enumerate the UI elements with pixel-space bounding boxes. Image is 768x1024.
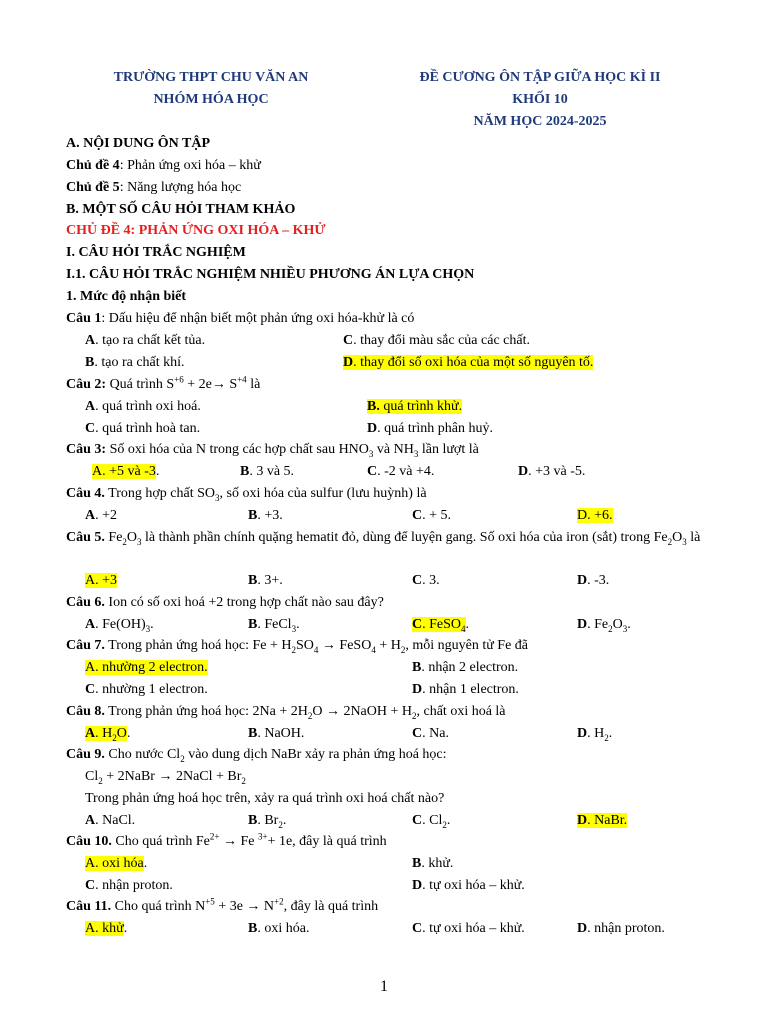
part-1-heading: I. CÂU HỎI TRẮC NGHIỆM xyxy=(66,245,246,260)
section-a-title: A. NỘI DUNG ÔN TẬP xyxy=(66,136,211,151)
q4-option-a: A. +2 xyxy=(85,508,118,523)
q6-option-c: C. FeSO$_4$. xyxy=(412,617,470,634)
q4-option-d: D. +6. xyxy=(577,508,613,523)
q7-option-b: B. nhận 2 electron. xyxy=(412,660,519,675)
q10-option-c: C. nhận proton. xyxy=(85,878,173,893)
q6-option-a: A. $Fe(OH)_3$. xyxy=(85,617,154,634)
q5-option-d: D. -3. xyxy=(577,573,610,588)
school-year: NĂM HỌC 2024-2025 xyxy=(473,114,607,129)
grade-label: KHỐI 10 xyxy=(512,92,568,107)
q5-option-a: A. +3 xyxy=(85,573,118,588)
q3-option-a: A. +5 và -3. xyxy=(92,464,160,479)
section-b-title: B. MỘT SỐ CÂU HỎI THAM KHẢO xyxy=(66,202,296,217)
q10-option-d: D. tự oxi hóa – khử. xyxy=(412,878,525,893)
q8-option-b: B. NaOH. xyxy=(248,726,305,741)
q10-option-b: B. khử. xyxy=(412,856,454,871)
q5-option-c: C. 3. xyxy=(412,573,440,588)
q5-option-b: B. 3+. xyxy=(248,573,283,588)
question-7: Câu 7. Trong phản ứng hoá học: $Fe + H_2SO_4$ → FeSO$_4$ + $H_2$, mỗi nguyên tử Fe đã xyxy=(66,638,529,655)
q10-option-a: A. oxi hóa. xyxy=(85,856,148,871)
q11-option-b: B. oxi hóa. xyxy=(248,921,310,936)
q6-option-b: B. FeCl$_3$. xyxy=(248,617,300,634)
q6-option-d: D. $Fe_2O_3$. xyxy=(577,617,631,634)
page-number: 1 xyxy=(380,978,388,995)
q9-equation: $Cl_2$ + 2NaBr → 2NaCl + $Br_2$ xyxy=(85,769,246,786)
school-name: TRƯỜNG THPT CHU VĂN AN xyxy=(113,70,309,85)
q1-option-c: C. thay đổi màu sắc của các chất. xyxy=(343,333,530,348)
q1-option-a: A. tạo ra chất kết tủa. xyxy=(85,333,206,348)
q2-option-b: B. quá trình khử. xyxy=(367,399,463,414)
topic-5-text: : Năng lượng hóa học xyxy=(119,180,242,195)
group-name: NHÓM HÓA HỌC xyxy=(153,92,269,107)
question-1 xyxy=(66,310,414,328)
q8-option-d: D. $H_2$. xyxy=(577,726,613,743)
document-title: ĐỀ CƯƠNG ÔN TẬP GIỮA HỌC KÌ II xyxy=(419,70,661,85)
q11-option-d: D. nhận proton. xyxy=(577,921,665,936)
q2-option-d: D. quá trình phân huỷ. xyxy=(367,421,493,436)
q3-option-d: D. +3 và -5. xyxy=(518,464,586,479)
question-1-label: Câu 1 xyxy=(66,311,102,326)
q7-option-d: D. nhận 1 electron. xyxy=(412,682,519,697)
q4-option-b: B. +3. xyxy=(248,508,283,523)
topic-4-label: Chủ đề 4 xyxy=(66,158,120,173)
question-9: Câu 9. Cho nước $Cl_2$ vào dung dịch NaBr xảy ra phản ứng hoá học: xyxy=(66,747,447,764)
question-6: Câu 6. Ion có số oxi hoá +2 trong hợp chất nào sau đây? xyxy=(66,595,384,610)
question-8: Câu 8. Trong phản ứng hoá học: $2Na + 2H_2O$ → 2NaOH + $H_2$, chất oxi hoá là xyxy=(66,704,506,721)
q3-option-b: B. 3 và 5. xyxy=(240,464,295,479)
q1-option-b: B. tạo ra chất khí. xyxy=(85,355,185,370)
q8-option-a: A. $H_2O$. xyxy=(85,726,131,743)
q2-option-c: C. quá trình hoà tan. xyxy=(85,421,201,436)
topic-5-label: Chủ đề 5 xyxy=(66,180,120,195)
q9-option-d: D. NaBr. xyxy=(577,813,628,828)
q9-option-a: A. NaCl. xyxy=(85,813,136,828)
question-11: Câu 11. Cho quá trình $N^{+5} + 3e \to N^{+2}$, đây là quá trình xyxy=(66,896,379,914)
question-4: Câu 4. Trong hợp chất $SO_3$, số oxi hóa của sulfur (lưu huỳnh) là xyxy=(66,486,427,503)
q11-option-a: A. khử. xyxy=(85,921,128,936)
q1-option-d: D. thay đổi số oxi hóa của một số nguyên tố. xyxy=(343,355,594,370)
q3-option-c: C. -2 và +4. xyxy=(367,464,435,479)
q7-option-c: C. nhường 1 electron. xyxy=(85,682,208,697)
q7-option-a: A. nhường 2 electron. xyxy=(85,660,208,675)
q4-option-c: C. + 5. xyxy=(412,508,452,523)
question-2: Câu 2: Quá trình $S^{+6} + 2e\to S^{+4}$ là xyxy=(66,374,261,392)
question-10: Câu 10. Cho quá trình $Fe^{2+} \to Fe$ $^{3+}$+ 1e, đây là quá trình xyxy=(66,831,387,849)
question-5: Câu 5. $Fe_2O_3$ là thành phần chính quặng hematit đỏ, dùng để luyện gang. Số oxi hóa của iron (sắt) trong $Fe_2O_3$ là xyxy=(66,530,701,547)
topic-4-line xyxy=(66,157,261,175)
q9-option-c: C. $Cl_2$. xyxy=(412,813,451,830)
topic-4-heading: CHỦ ĐỀ 4: PHẢN ỨNG OXI HÓA – KHỬ xyxy=(66,223,326,238)
q8-option-c: C. Na. xyxy=(412,726,449,741)
topic-5-line xyxy=(66,179,241,197)
question-3: Câu 3: Số oxi hóa của N trong các hợp chất sau $HNO_3$ và $NH_3$ lần lượt là xyxy=(66,442,479,459)
q9-question: Trong phản ứng hoá học trên, xảy ra quá trình oxi hoá chất nào? xyxy=(85,791,445,806)
q11-option-c: C. tự oxi hóa – khử. xyxy=(412,921,525,936)
q2-option-a: A. quá trình oxi hoá. xyxy=(85,399,201,414)
question-1-text: : Dấu hiệu để nhận biết một phản ứng oxi hóa-khử là có xyxy=(101,311,415,326)
topic-4-text: : Phản ứng oxi hóa – khử xyxy=(119,158,261,173)
part-1-1-heading: I.1. CÂU HỎI TRẮC NGHIỆM NHIỀU PHƯƠNG ÁN LỰA CHỌN xyxy=(66,267,475,282)
level-1-heading: 1. Mức độ nhận biết xyxy=(66,289,187,304)
q9-option-b: B. $Br_2$. xyxy=(248,813,287,830)
